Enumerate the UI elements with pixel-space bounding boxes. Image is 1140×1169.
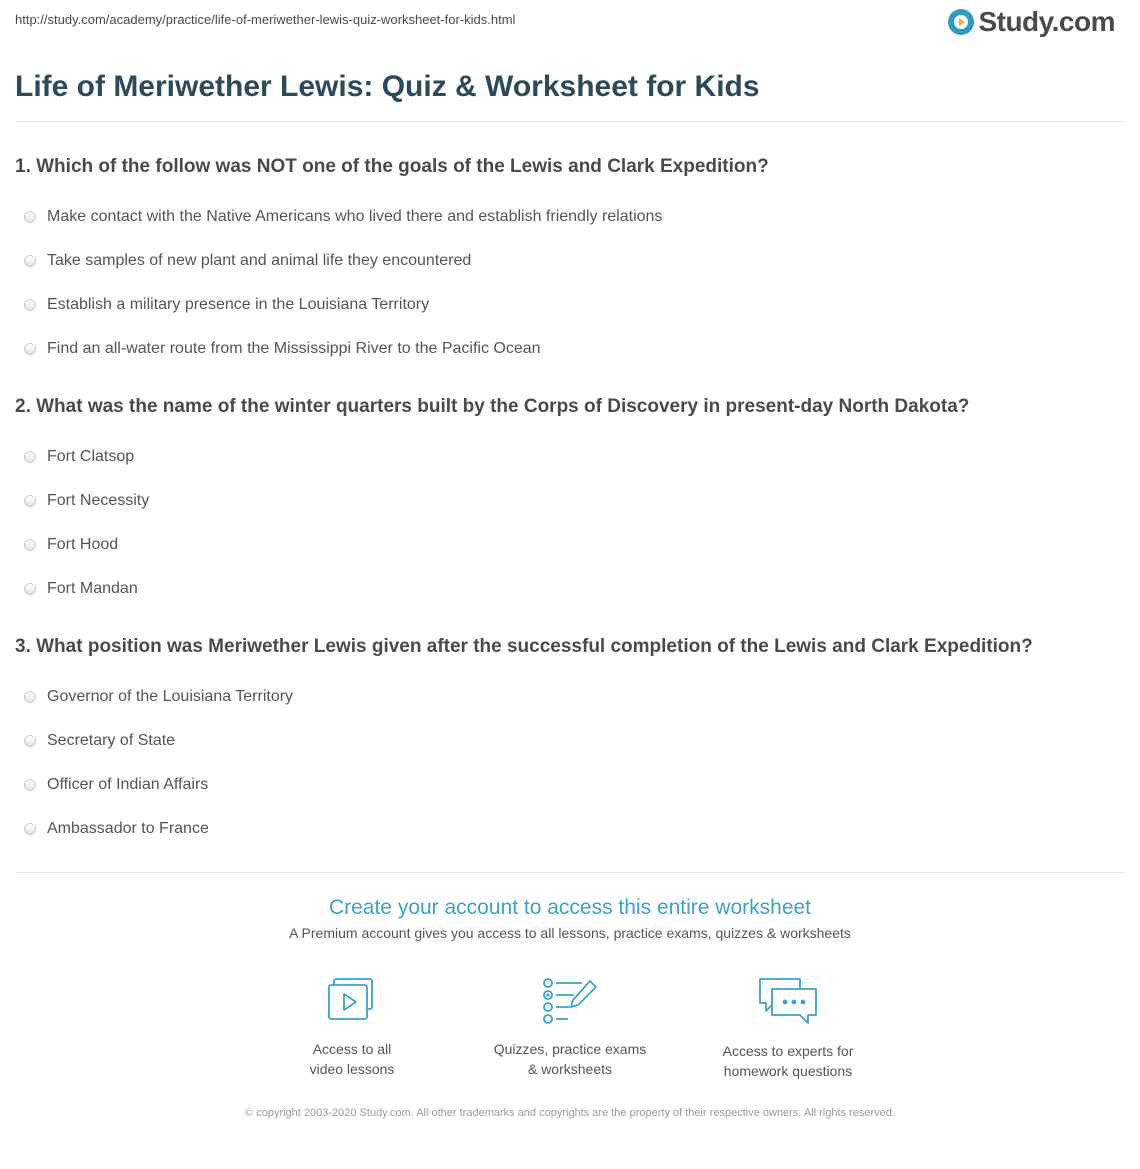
answer-option[interactable] bbox=[15, 435, 1125, 479]
radio-button[interactable] bbox=[24, 823, 36, 835]
option-label: Establish a military presence in the Louisiana Territory bbox=[47, 296, 430, 313]
answer-option[interactable] bbox=[15, 283, 1125, 327]
answer-option[interactable] bbox=[15, 675, 1125, 719]
answer-options bbox=[15, 435, 1125, 611]
option-label: Ambassador to France bbox=[47, 820, 209, 837]
question-1 bbox=[15, 153, 1125, 371]
cta-title-link[interactable]: Create your account to access this entire worksheet bbox=[328, 896, 812, 919]
page-url: http://study.com/academy/practice/life-of-meriwether-lewis-quiz-worksheet-for-kids.html bbox=[15, 12, 516, 27]
video-lessons-icon bbox=[324, 975, 380, 1025]
answer-option[interactable] bbox=[15, 327, 1125, 371]
answer-options bbox=[15, 195, 1125, 371]
option-label: Fort Necessity bbox=[47, 492, 150, 509]
radio-button[interactable] bbox=[24, 255, 36, 267]
radio-button[interactable] bbox=[24, 735, 36, 747]
answer-option[interactable] bbox=[15, 763, 1125, 807]
radio-button[interactable] bbox=[24, 211, 36, 223]
answer-options bbox=[15, 675, 1125, 851]
option-label: Governor of the Louisiana Territory bbox=[47, 688, 294, 705]
feature-label: Access to experts for homework questions bbox=[722, 1043, 854, 1079]
answer-option[interactable] bbox=[15, 239, 1125, 283]
top-bar bbox=[15, 0, 1125, 48]
radio-button[interactable] bbox=[24, 451, 36, 463]
question-text: 1. Which of the follow was NOT one of the goals of the Lewis and Clark Expedition? bbox=[15, 156, 769, 177]
answer-option[interactable] bbox=[15, 719, 1125, 763]
question-3 bbox=[15, 633, 1125, 851]
quiz-checklist-icon bbox=[542, 975, 598, 1025]
radio-button[interactable] bbox=[24, 299, 36, 311]
option-label: Secretary of State bbox=[47, 732, 176, 749]
copyright-notice: © copyright 2003-2020 Study.com. All other trademarks and copyrights are the property of their respective owners. All rights reserved. bbox=[245, 1107, 895, 1119]
option-label: Take samples of new plant and animal life they encountered bbox=[47, 252, 472, 269]
play-circle-icon bbox=[948, 9, 974, 35]
question-2 bbox=[15, 393, 1125, 611]
option-label: Officer of Indian Affairs bbox=[47, 776, 209, 793]
answer-option[interactable] bbox=[15, 807, 1125, 851]
feature-label: Access to all video lessons bbox=[309, 1041, 395, 1077]
radio-button[interactable] bbox=[24, 539, 36, 551]
feature-quizzes bbox=[461, 975, 679, 1081]
option-label: Make contact with the Native Americans who lived there and establish friendly relations bbox=[47, 208, 663, 225]
answer-option[interactable] bbox=[15, 479, 1125, 523]
answer-option[interactable] bbox=[15, 195, 1125, 239]
option-label: Fort Hood bbox=[47, 536, 119, 553]
cta-subtitle: A Premium account gives you access to all lessons, practice exams, quizzes & worksheets bbox=[289, 925, 851, 941]
question-text: 2. What was the name of the winter quarters built by the Corps of Discovery in present-day North Dakota? bbox=[15, 396, 970, 417]
answer-option[interactable] bbox=[15, 523, 1125, 567]
option-label: Fort Mandan bbox=[47, 580, 138, 597]
content-divider bbox=[15, 872, 1125, 873]
answer-option[interactable] bbox=[15, 567, 1125, 611]
chat-experts-icon bbox=[756, 975, 820, 1027]
feature-video-lessons bbox=[243, 975, 461, 1081]
option-label: Find an all-water route from the Mississippi River to the Pacific Ocean bbox=[47, 340, 541, 357]
radio-button[interactable] bbox=[24, 779, 36, 791]
logo-text: Study.com bbox=[978, 6, 1115, 37]
radio-button[interactable] bbox=[24, 691, 36, 703]
feature-experts bbox=[679, 975, 897, 1081]
feature-label: Quizzes, practice exams & worksheets bbox=[493, 1041, 647, 1077]
title-divider bbox=[15, 121, 1125, 122]
premium-features bbox=[243, 975, 897, 1081]
page-title: Life of Meriwether Lewis: Quiz & Worksheet for Kids bbox=[15, 70, 760, 103]
radio-button[interactable] bbox=[24, 583, 36, 595]
radio-button[interactable] bbox=[24, 495, 36, 507]
option-label: Fort Clatsop bbox=[47, 448, 135, 465]
study-logo[interactable] bbox=[948, 6, 1115, 38]
question-text: 3. What position was Meriwether Lewis given after the successful completion of the Lewis and Clark Expedition? bbox=[15, 636, 1033, 657]
radio-button[interactable] bbox=[24, 343, 36, 355]
signup-cta bbox=[15, 893, 1125, 941]
